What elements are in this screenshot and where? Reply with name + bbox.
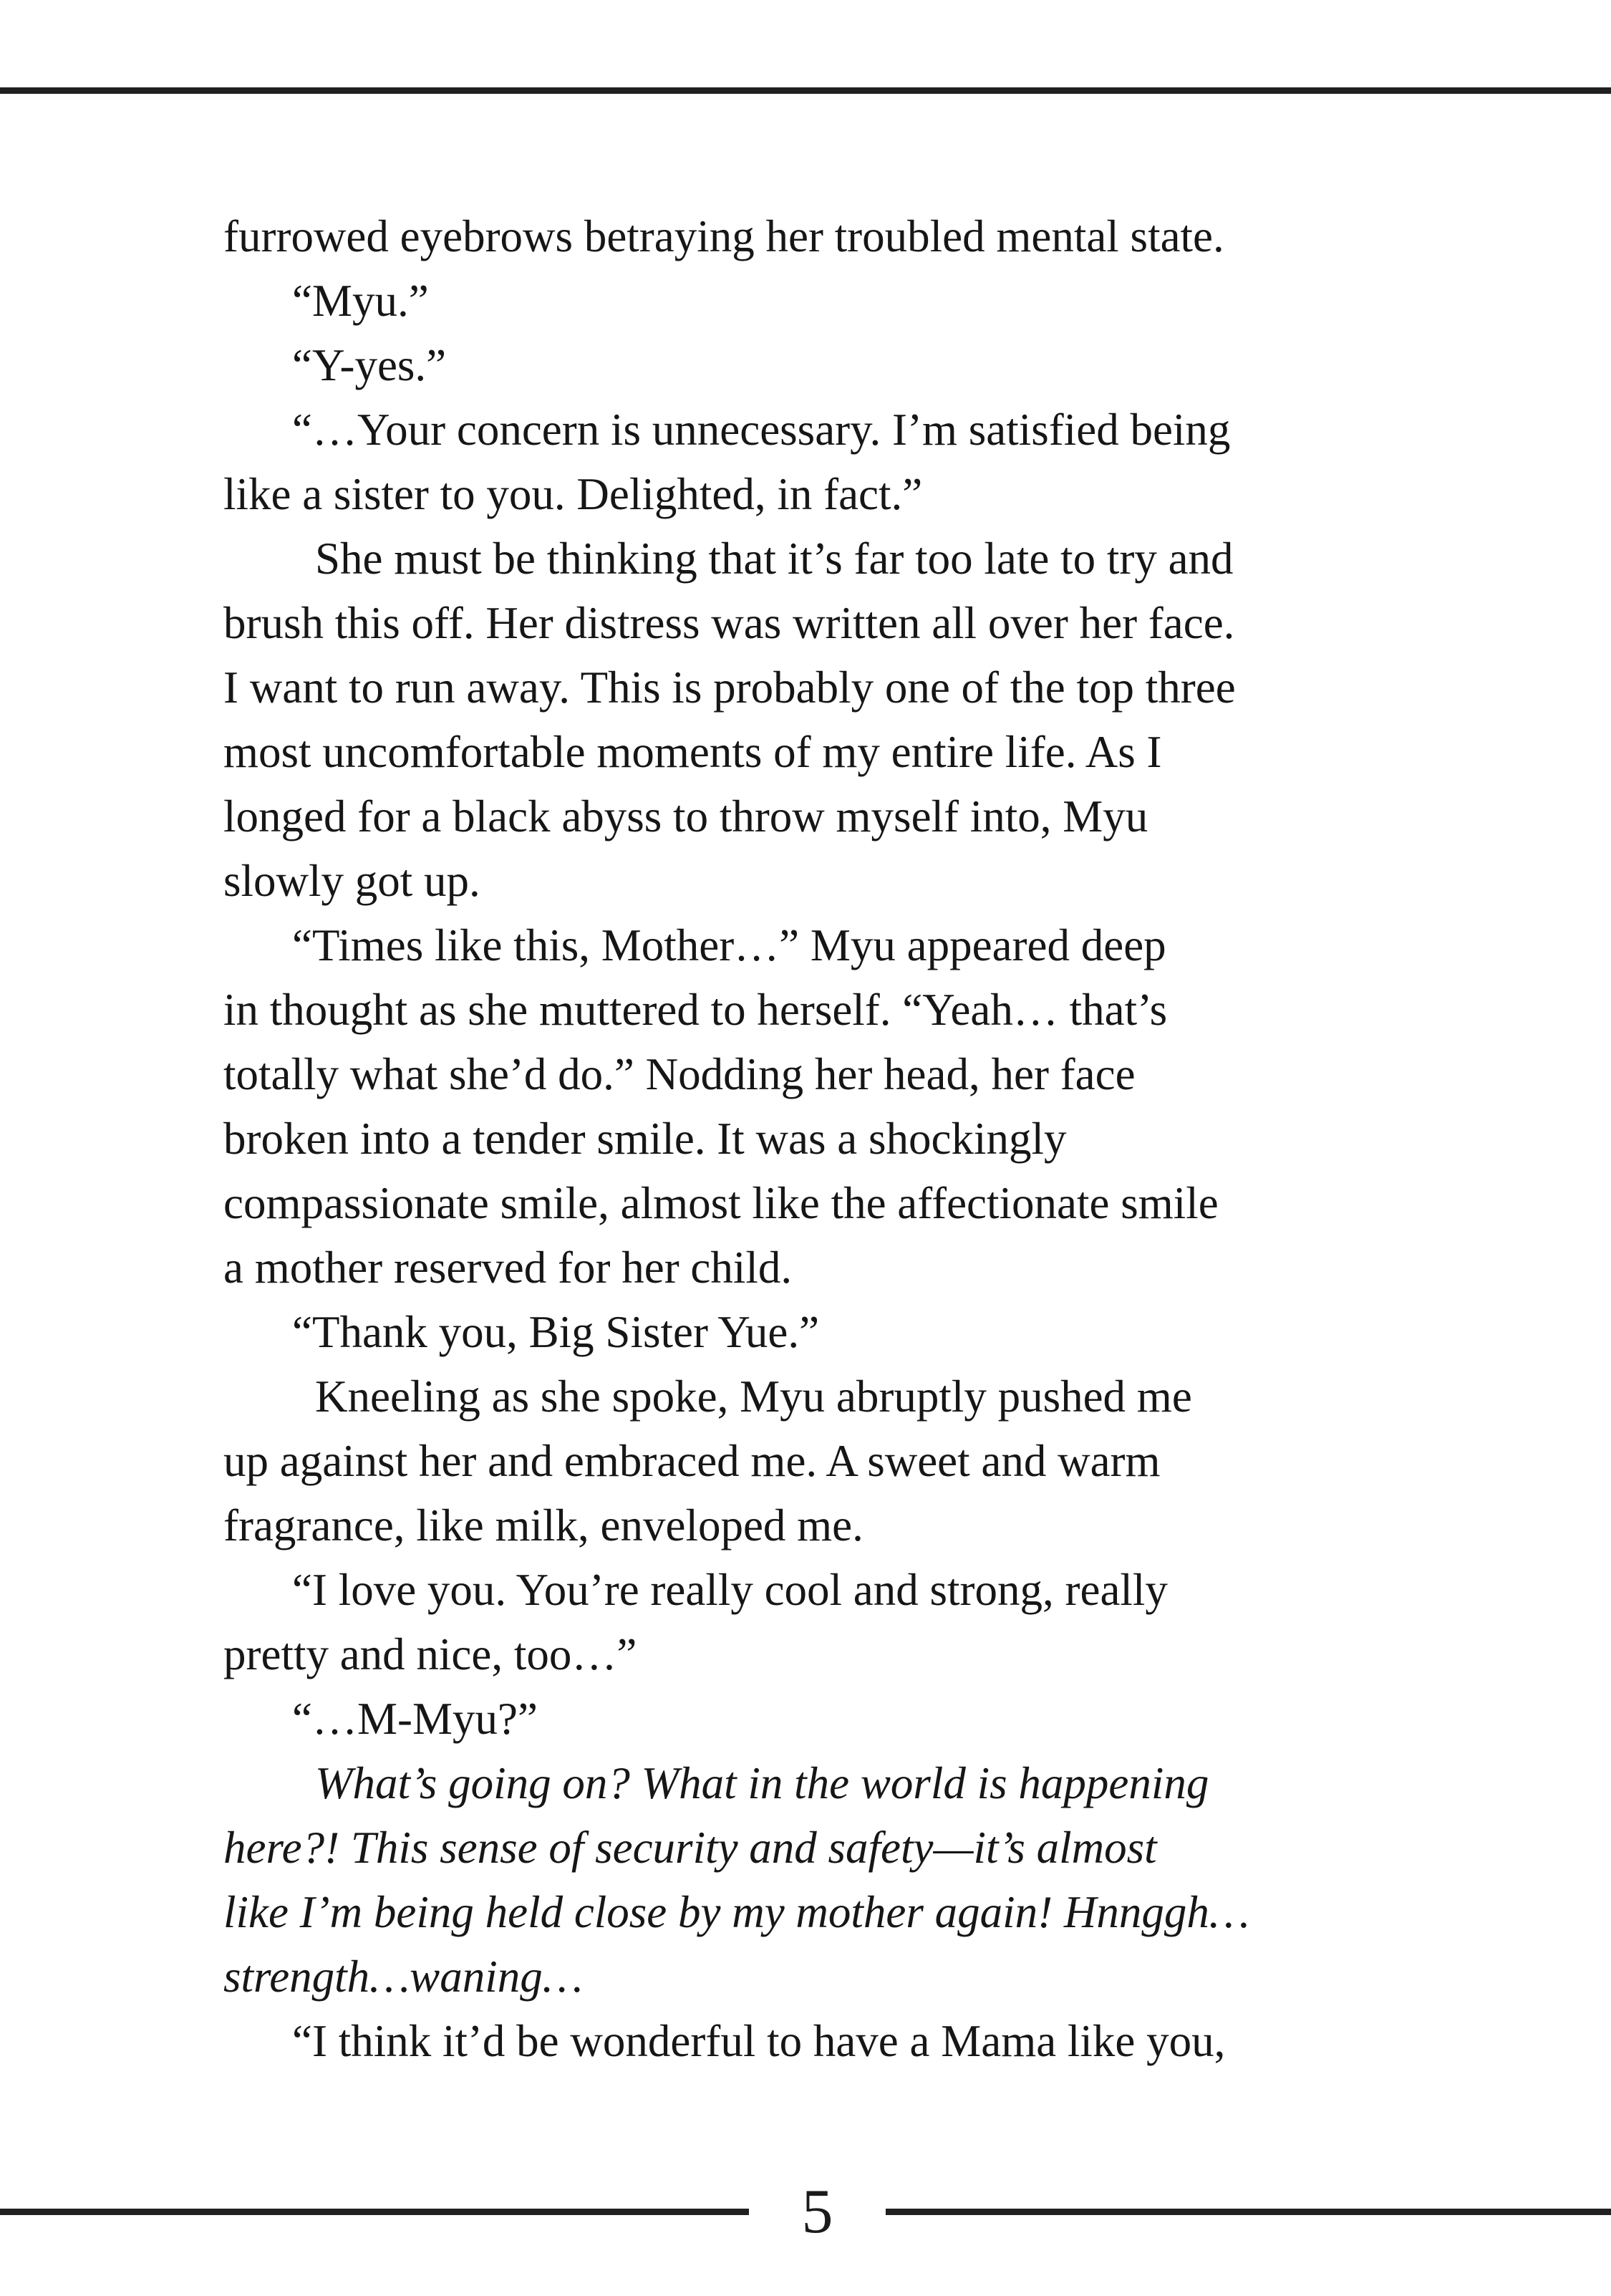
footer-divider-right (886, 2209, 1611, 2215)
text-line: “Times like this, Mother…” Myu appeared deep (292, 920, 1166, 970)
text-line: “Y-yes.” (292, 340, 447, 390)
text-line: broken into a tender smile. It was a shockingly (223, 1114, 1067, 1164)
text-line: slowly got up. (223, 856, 480, 906)
text-line: I want to run away. This is probably one of the top three (223, 662, 1236, 713)
text-line: strength…waning… (223, 1952, 583, 2002)
footer-divider-left (0, 2209, 749, 2215)
text-line: “Thank you, Big Sister Yue.” (292, 1307, 820, 1357)
text-line: “I love you. You’re really cool and strong, really (292, 1565, 1168, 1615)
text-line: in thought as she muttered to herself. “Yeah… that’s (223, 985, 1168, 1035)
text-line: “…Your concern is unnecessary. I’m satisfied being (292, 405, 1231, 455)
text-line: compassionate smile, almost like the affectionate smile (223, 1178, 1219, 1228)
text-line: fragrance, like milk, enveloped me. (223, 1500, 863, 1550)
text-line: brush this off. Her distress was written all over her face. (223, 598, 1235, 648)
page-body-text (223, 204, 1441, 2073)
text-line: a mother reserved for her child. (223, 1243, 793, 1293)
text-line: like I’m being held close by my mother again! Hnnggh… (223, 1887, 1249, 1937)
text-line: here?! This sense of security and safety—it’s almost (223, 1823, 1157, 1873)
text-line: like a sister to you. Delighted, in fact.” (223, 469, 923, 519)
text-line: “I think it’d be wonderful to have a Mama like you, (292, 2016, 1226, 2066)
text-line: totally what she’d do.” Nodding her head, her face (223, 1049, 1136, 1099)
text-line: longed for a black abyss to throw myself into, Myu (223, 791, 1148, 841)
text-line: up against her and embraced me. A sweet and warm (223, 1436, 1161, 1486)
text-line: “Myu.” (292, 276, 429, 326)
text-line: most uncomfortable moments of my entire life. As I (223, 727, 1162, 777)
top-divider (0, 87, 1611, 94)
page-number: 5 (801, 2177, 833, 2247)
text-line: What’s going on? What in the world is happening (315, 1758, 1209, 1808)
text-line: pretty and nice, too…” (223, 1629, 637, 1679)
text-line: Kneeling as she spoke, Myu abruptly pushed me (315, 1371, 1192, 1422)
text-line: She must be thinking that it’s far too late to try and (315, 534, 1234, 584)
text-line: furrowed eyebrows betraying her troubled mental state. (223, 211, 1224, 261)
text-line: “…M-Myu?” (292, 1694, 538, 1744)
page-footer (0, 2173, 1611, 2252)
